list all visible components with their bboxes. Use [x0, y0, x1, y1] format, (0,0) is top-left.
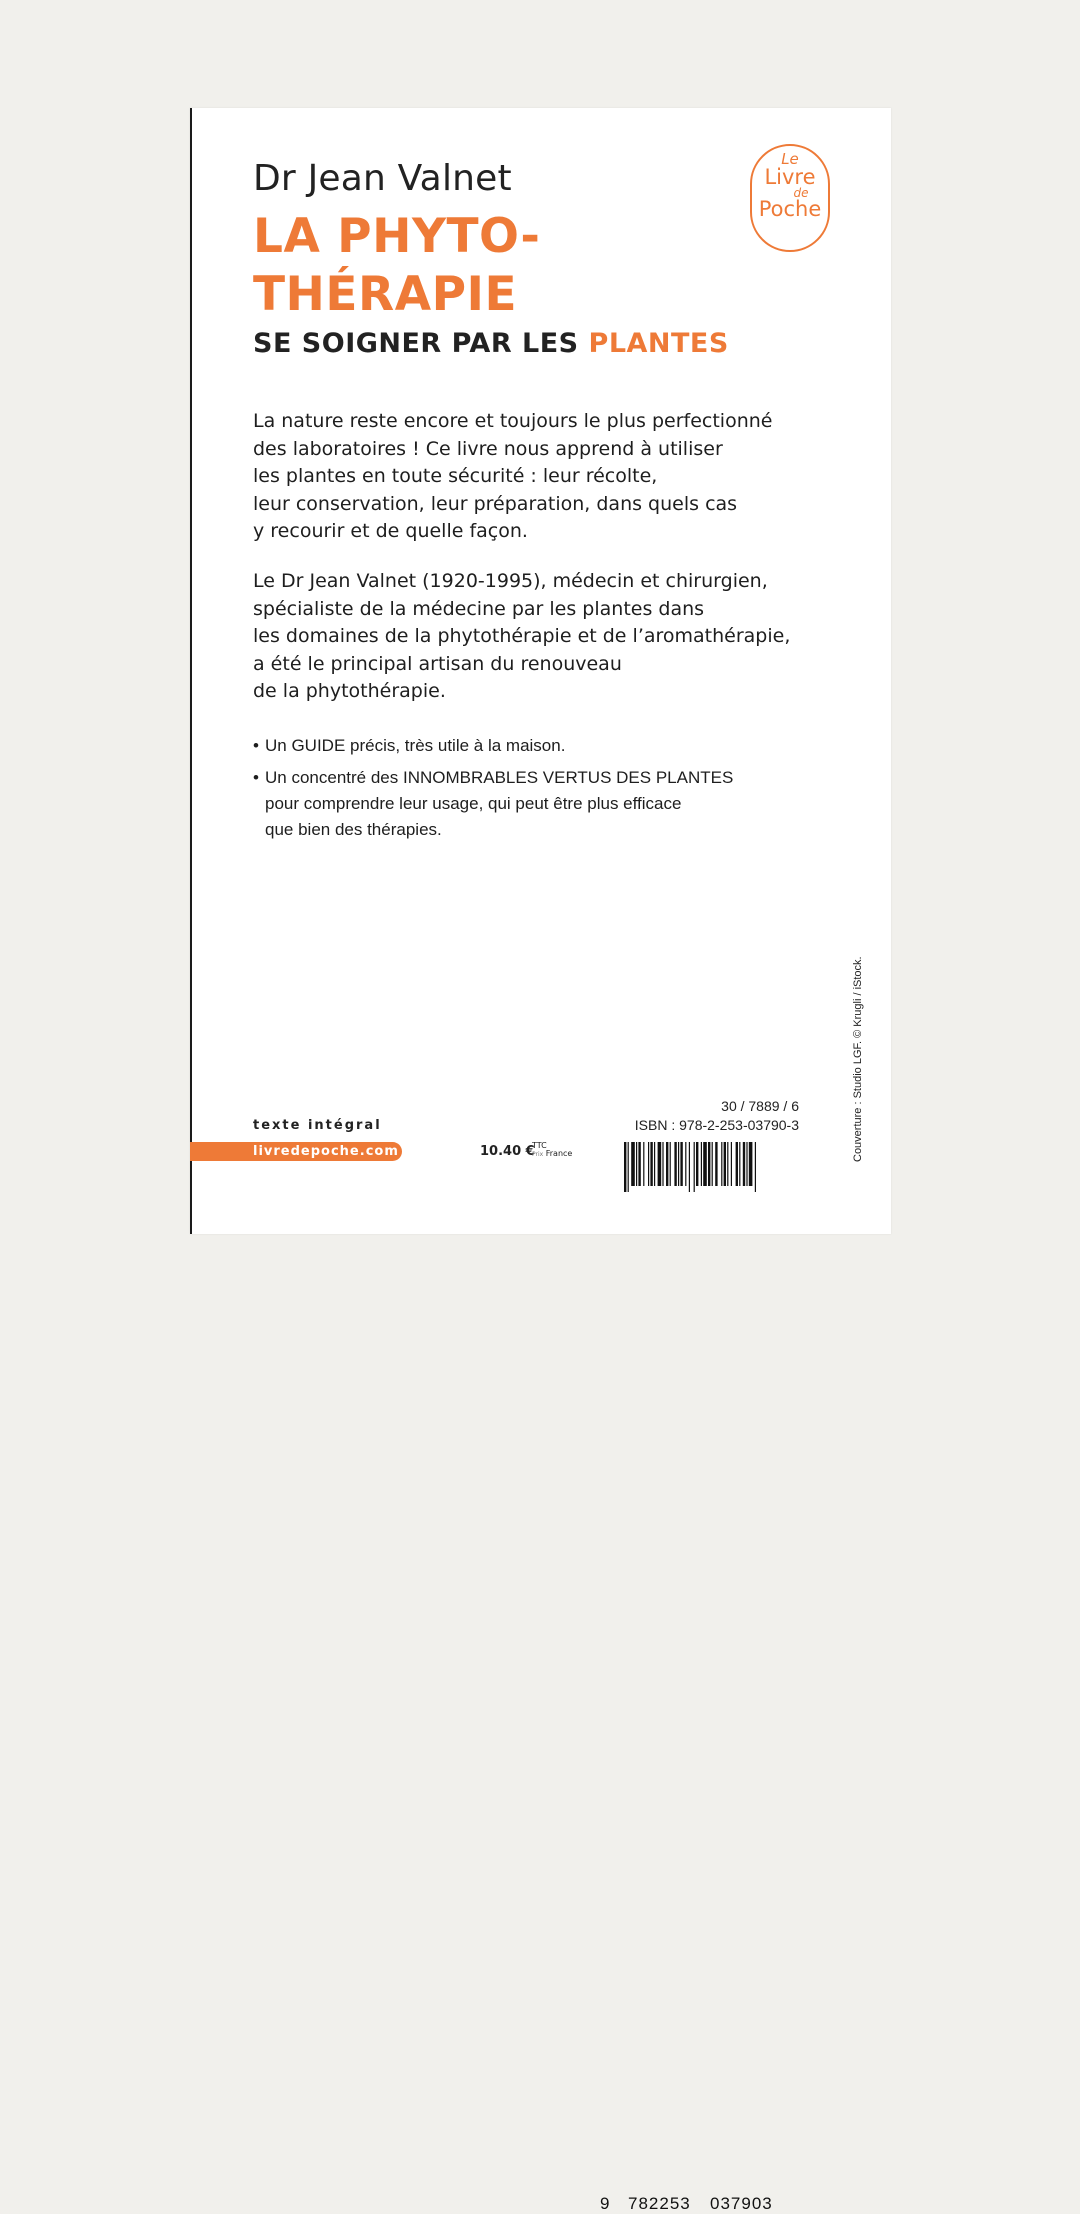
barcode-bar — [755, 1142, 756, 1192]
paragraph-line: Le Dr Jean Valnet (1920-1995), médecin et chirurgien, — [253, 570, 768, 592]
barcode-bar — [670, 1142, 671, 1186]
paragraph-line: de la phytothérapie. — [253, 680, 446, 703]
barcode-bar — [666, 1142, 668, 1186]
barcode-digits-right: 037903 — [710, 2194, 773, 2213]
barcode-bar — [721, 1142, 722, 1186]
barcode-digit-first: 9 — [600, 2194, 610, 2213]
barcode-bar — [628, 1142, 629, 1192]
barcode-bars — [624, 1142, 824, 1194]
barcode-bar — [689, 1142, 690, 1192]
barcode-bar — [736, 1142, 738, 1186]
barcode-bar — [749, 1142, 753, 1186]
paragraph-line: les plantes en toute sécurité : leur récolte, — [253, 465, 658, 488]
spine-edge — [190, 108, 192, 1234]
paragraph-line: des laboratoires ! Ce livre nous apprend à utiliser — [253, 437, 723, 460]
price — [480, 1141, 573, 1159]
barcode-bar — [731, 1142, 732, 1186]
paragraph-line: La nature reste encore et toujours le plus perfectionné — [253, 410, 773, 432]
logo-livre: Livre — [764, 165, 816, 189]
publisher-logo — [750, 144, 830, 252]
list-item — [253, 765, 853, 843]
isbn-number: ISBN : 978-2-253-03790-3 — [634, 1117, 799, 1133]
book-back-cover — [190, 108, 891, 2213]
paragraph-line: spécialiste de la médecine par les plantes dans — [253, 597, 705, 620]
title-line-1: LA PHYTO- — [253, 209, 541, 264]
logo-le: Le — [781, 150, 799, 168]
author-name: Dr Jean Valnet — [253, 158, 512, 199]
subtitle-accent: PLANTES — [588, 328, 729, 359]
barcode-bar — [658, 1142, 662, 1186]
barcode-bar — [662, 1142, 663, 1186]
barcode-bar — [743, 1142, 745, 1186]
logo-de: de — [793, 186, 809, 200]
barcode-bar — [631, 1142, 635, 1186]
barcode-bar — [715, 1142, 717, 1186]
barcode-bar — [703, 1142, 707, 1186]
author-bio-paragraph — [253, 568, 813, 706]
price-amount: 10.40 € — [480, 1144, 535, 1159]
barcode-bar — [650, 1142, 652, 1186]
barcode — [600, 1142, 800, 2213]
price-country: France — [545, 1149, 573, 1158]
website-link[interactable]: livredepoche.com — [190, 1142, 402, 1161]
barcode-bar — [638, 1142, 640, 1186]
description-paragraph — [253, 408, 813, 546]
barcode-bar — [674, 1142, 676, 1186]
barcode-bar — [694, 1142, 695, 1192]
barcode-bar — [701, 1142, 702, 1186]
barcode-bar — [648, 1142, 649, 1186]
subtitle-prefix: SE SOIGNER PAR LES — [253, 328, 589, 359]
barcode-bar — [624, 1142, 626, 1192]
list-item-line: pour comprendre leur usage, qui peut être plus efficace — [265, 794, 682, 813]
barcode-bar — [727, 1142, 728, 1186]
bullet-dot: • — [253, 736, 259, 755]
barcode-bar — [712, 1142, 713, 1186]
paragraph-line: a été le principal artisan du renouveau — [253, 652, 622, 675]
barcode-digits-left: 782253 — [628, 2194, 691, 2213]
barcode-bar — [636, 1142, 637, 1186]
list-item-line: que bien des thérapies. — [265, 820, 442, 839]
price-note — [532, 1142, 592, 1159]
title-line-2: THÉRAPIE — [253, 267, 518, 322]
texte-integral-label: texte intégral — [253, 1118, 382, 1133]
book-subtitle — [253, 328, 729, 359]
barcode-bar — [643, 1142, 644, 1186]
logo-poche: Poche — [758, 197, 822, 221]
cover-credit: Couverture : Studio LGF. © Krugli / iStock. — [852, 956, 864, 1162]
barcode-bar — [685, 1142, 686, 1186]
feature-list — [253, 733, 853, 849]
barcode-bar — [696, 1142, 698, 1186]
barcode-bar — [654, 1142, 655, 1186]
book-title — [253, 208, 540, 324]
barcode-bar — [678, 1142, 679, 1186]
barcode-bar — [739, 1142, 740, 1186]
bullet-dot: • — [253, 768, 259, 787]
list-item-line: Un GUIDE précis, très utile à la maison. — [265, 736, 566, 755]
barcode-bar — [708, 1142, 710, 1186]
price-ttc: TTC — [532, 1141, 547, 1150]
paragraph-line: y recourir et de quelle façon. — [253, 520, 528, 543]
barcode-bar — [724, 1142, 726, 1186]
catalog-code: 30 / 7889 / 6 — [721, 1098, 799, 1114]
price-prix: Prix — [532, 1151, 544, 1158]
paragraph-line: leur conservation, leur préparation, dans quels cas — [253, 492, 738, 515]
list-item — [253, 733, 853, 759]
barcode-bar — [680, 1142, 682, 1186]
list-item-line: Un concentré des INNOMBRABLES VERTUS DES PLANTES — [265, 768, 734, 787]
paragraph-line: les domaines de la phytothérapie et de l’aromathérapie, — [253, 625, 791, 648]
barcode-bar — [746, 1142, 747, 1186]
